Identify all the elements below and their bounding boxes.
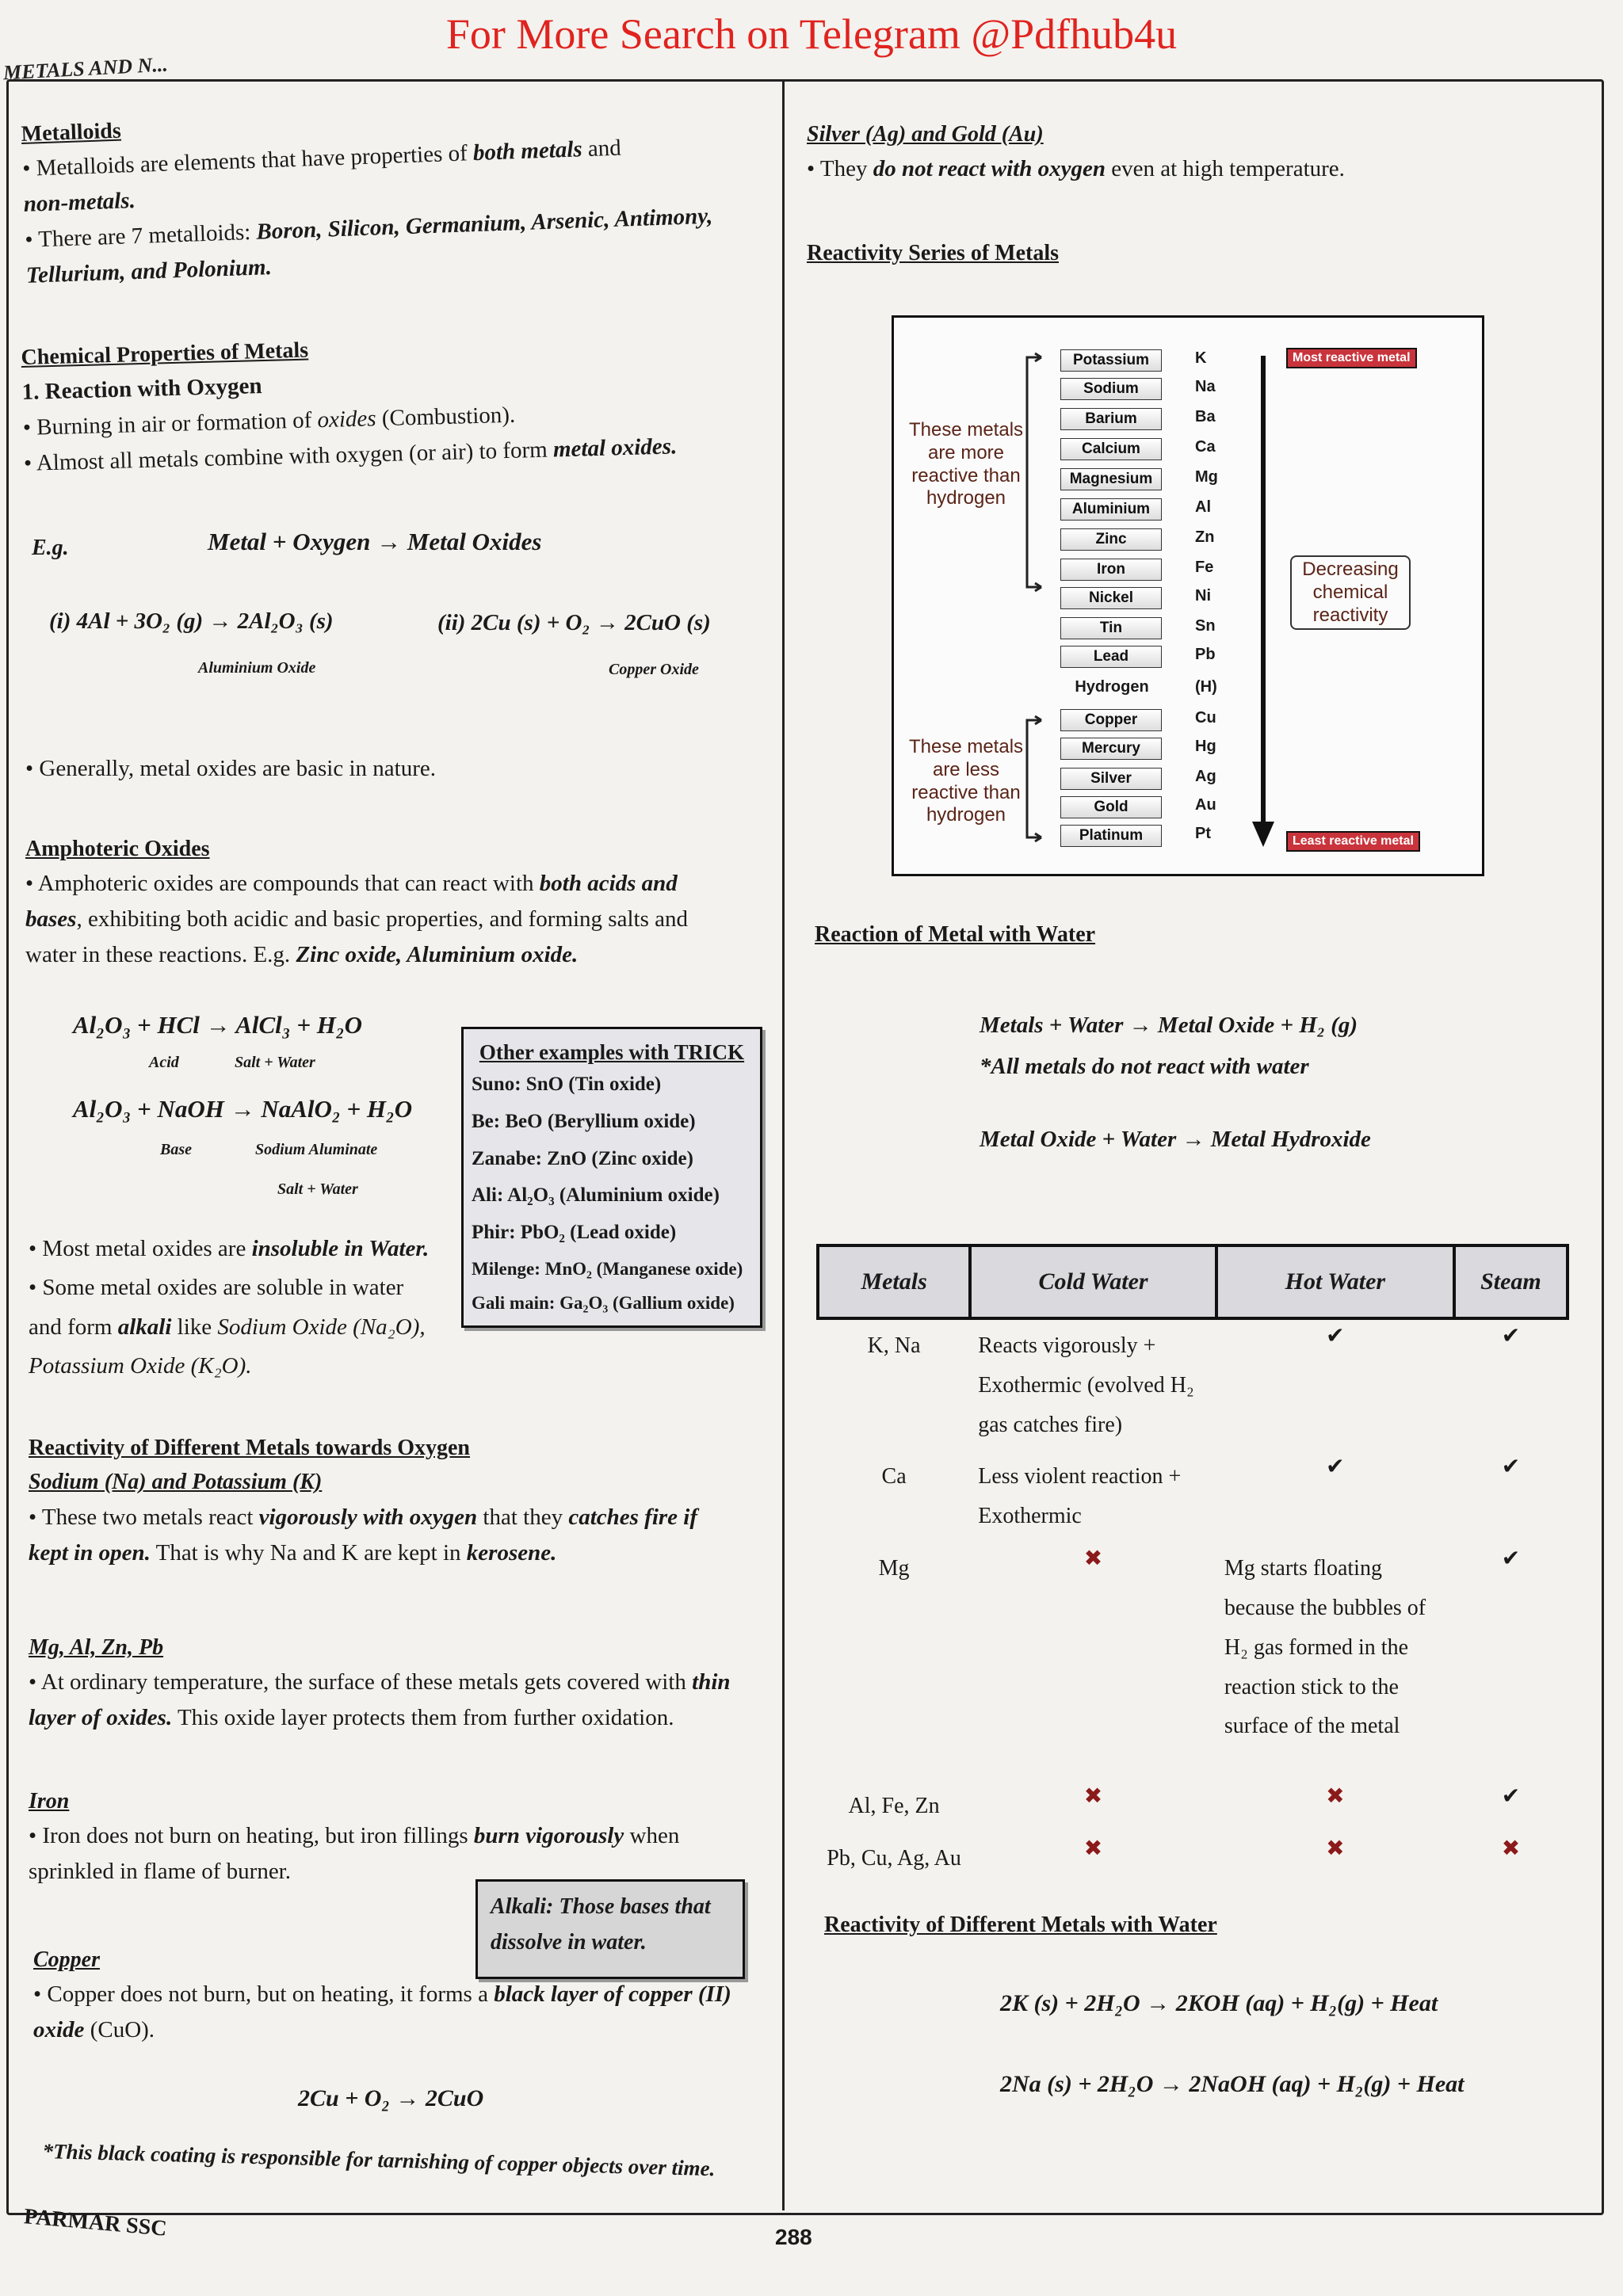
table-cell-metal: Ca xyxy=(881,1464,907,1489)
table-cell-hot: ✖ xyxy=(1326,1783,1345,1810)
table-cell-cold: ✖ xyxy=(1083,1783,1103,1810)
chemical-properties-section xyxy=(21,321,769,482)
reactivity-series-diagram xyxy=(892,315,1484,876)
more-reactive-note: These metals are more reactive than hydrogen xyxy=(908,419,1024,509)
table-cell-hot: ✔ xyxy=(1326,1322,1345,1348)
trick-row: Gali main: Ga₂O₃ (Gallium oxide) xyxy=(472,1292,735,1313)
table-cell-hot: Mg starts floating because the bubbles of H₂ gas formed in the reaction stick to the surface of the metal xyxy=(1224,1556,1426,1739)
rs-metal-box: Aluminium xyxy=(1060,498,1162,521)
na-k-heading: Sodium (Na) and Potassium (K) xyxy=(29,1470,323,1495)
rs-metal-symbol: Zn xyxy=(1195,528,1215,546)
rs-metal-symbol: K xyxy=(1195,349,1207,367)
rs-metal-box: Zinc xyxy=(1060,528,1162,551)
emphasis: Sodium Oxide (Na₂O), xyxy=(217,1314,426,1340)
table-cell-cold: Less violent reaction + Exothermic xyxy=(978,1464,1182,1529)
trick-box xyxy=(461,1027,762,1328)
text: , exhibiting both acidic and basic properties, and forming salts and xyxy=(76,906,688,933)
emphasis: both metals xyxy=(472,136,583,166)
metal-water-heading: Reaction of Metal with Water xyxy=(815,922,1096,947)
text: • These two metals react xyxy=(29,1504,259,1530)
rs-metal-symbol: Hg xyxy=(1195,738,1216,755)
copper-line2 xyxy=(33,2012,778,2048)
metalloids-line2: non-metals. xyxy=(23,188,136,218)
rs-metal-symbol: Sn xyxy=(1195,617,1216,635)
emphasis: vigorously with oxygen xyxy=(258,1504,478,1530)
rs-metal-symbol: Pb xyxy=(1195,646,1216,663)
aluminium-oxide-label: Aluminium Oxide xyxy=(198,659,316,677)
col-hot-water: Hot Water xyxy=(1216,1245,1454,1318)
aluminium-oxide-equation: (i) 4Al + 3O₂ (g) → 2Al₂O₃ (s) xyxy=(49,608,334,634)
rs-metal-box: Sodium xyxy=(1060,378,1162,400)
rs-metal-symbol: Ca xyxy=(1195,438,1216,456)
rs-metal-box: Copper xyxy=(1060,709,1162,731)
col-metals: Metals xyxy=(818,1245,970,1318)
sodium-water-equation: 2Na (s) + 2H₂O → 2NaOH (aq) + H₂(g) + Heat xyxy=(1000,2071,1465,2097)
salt-water-label-2: Salt + Water xyxy=(277,1180,358,1198)
text: like xyxy=(171,1314,218,1340)
copper-oxide-equation: (ii) 2Cu (s) + O₂ → 2CuO (s) xyxy=(437,610,711,635)
amphoteric-heading: Amphoteric Oxides xyxy=(25,837,210,861)
less-reactive-note: These metals are less reactive than hydrogen xyxy=(908,736,1024,826)
rs-metal-symbol: Ni xyxy=(1195,587,1211,605)
rs-metal-symbol: Pt xyxy=(1195,825,1211,842)
trick-row: Be: BeO (Beryllium oxide) xyxy=(472,1110,696,1132)
decreasing-reactivity-label: Decreasing chemical reactivity xyxy=(1290,555,1411,630)
text: • Most metal oxides are xyxy=(29,1236,252,1261)
tarnish-note: *This black coating is responsible for tarnishing of copper objects over time. xyxy=(42,2139,716,2181)
rs-metal-symbol: Ag xyxy=(1195,768,1216,785)
alkali-definition-box: Alkali: Those bases that dissolve in water. xyxy=(475,1879,745,1979)
emphasis: kerosene. xyxy=(466,1539,557,1566)
emphasis: oxide xyxy=(33,2017,85,2043)
table-cell-steam: ✔ xyxy=(1501,1322,1521,1348)
text: when xyxy=(624,1823,680,1849)
metal-hydroxide-equation: Metal Oxide + Water → Metal Hydroxide xyxy=(980,1127,1371,1152)
emphasis: do not react with oxygen xyxy=(873,156,1106,182)
emphasis: insoluble in Water. xyxy=(251,1236,430,1261)
table-cell-steam: ✔ xyxy=(1501,1545,1521,1572)
emphasis: black layer of copper (II) xyxy=(494,1981,731,2008)
rs-metal-symbol: Au xyxy=(1195,796,1216,814)
text: • There are 7 metalloids: xyxy=(24,219,258,254)
col-cold-water: Cold Water xyxy=(970,1245,1216,1318)
iron-heading: Iron xyxy=(29,1789,70,1814)
table-body xyxy=(818,1318,1568,1885)
rs-metal-box: Silver xyxy=(1060,768,1162,790)
least-reactive-tag: Least reactive metal xyxy=(1286,831,1420,852)
text: • Metalloids are elements that have properties of xyxy=(21,140,474,182)
metal-water-equation: Metals + Water → Metal Oxide + H₂ (g) xyxy=(980,1013,1358,1038)
oxygen-reactivity-section xyxy=(29,1431,773,1571)
eg-label: E.g. xyxy=(32,536,69,560)
emphasis: Zinc oxide, Aluminium oxide. xyxy=(296,942,579,968)
table-header-row xyxy=(818,1245,1568,1318)
trick-title: Other examples with TRICK xyxy=(479,1040,745,1064)
rs-metal-box: Nickel xyxy=(1060,587,1162,609)
table-cell-steam: ✔ xyxy=(1501,1783,1521,1810)
text: (CuO). xyxy=(84,2017,155,2043)
emphasis: kept in open. xyxy=(29,1539,151,1566)
acid-label: Acid xyxy=(149,1054,179,1071)
table-cell-hot: ✔ xyxy=(1326,1453,1345,1480)
iron-line2: sprinkled in flame of burner. xyxy=(29,1859,291,1885)
rs-metal-box: Mercury xyxy=(1060,738,1162,760)
rs-metal-symbol: Fe xyxy=(1195,559,1214,576)
mg-line2 xyxy=(29,1700,773,1736)
water-reactivity-table xyxy=(816,1244,1569,1885)
text: That is why Na and K are kept in xyxy=(150,1539,467,1566)
amph-line3 xyxy=(25,937,770,973)
chem-heading: Chemical Properties of Metals xyxy=(21,338,309,370)
table-row xyxy=(818,1833,1568,1885)
emphasis: layer of oxides. xyxy=(29,1705,173,1731)
rs-metal-box: Platinum xyxy=(1060,825,1162,847)
rs-metal-box: Gold xyxy=(1060,796,1162,818)
rs-hydrogen-label: Hydrogen xyxy=(1075,678,1149,696)
emphasis: alkali xyxy=(117,1314,172,1340)
emphasis: catches fire if xyxy=(568,1504,698,1530)
metalloids-heading: Metalloids xyxy=(21,118,122,147)
text: and form xyxy=(29,1314,118,1340)
text: (Combustion). xyxy=(376,402,516,432)
text: that they xyxy=(477,1504,569,1530)
emphasis: both acids and xyxy=(539,871,678,897)
rs-metal-box: Lead xyxy=(1060,646,1162,668)
table-row xyxy=(818,1318,1568,1451)
table-cell-metal: Pb, Cu, Ag, Au xyxy=(827,1845,961,1871)
text: • At ordinary temperature, the surface of these metals gets covered with xyxy=(29,1669,693,1695)
rs-metal-symbol: Al xyxy=(1195,498,1211,516)
copper-heading: Copper xyxy=(33,1947,100,1972)
metalloids-line4: Tellurium, and Polonium. xyxy=(25,254,273,289)
copper-line1 xyxy=(33,1977,778,2012)
rs-metal-box: Tin xyxy=(1060,617,1162,639)
page-number: 288 xyxy=(775,2225,812,2249)
na-k-line1 xyxy=(29,1500,773,1535)
iron-line1 xyxy=(29,1818,773,1854)
table-row xyxy=(818,1543,1568,1780)
rs-metal-box: Barium xyxy=(1060,408,1162,430)
table-cell-metal: Al, Fe, Zn xyxy=(848,1794,940,1819)
salt-water-label: Salt + Water xyxy=(235,1054,315,1071)
water-reactivity-heading: Reactivity of Different Metals with Water xyxy=(824,1913,1217,1937)
general-oxide-equation: Metal + Oxygen → Metal Oxides xyxy=(208,528,542,555)
table-cell-steam: ✔ xyxy=(1501,1453,1521,1480)
base-label: Base xyxy=(160,1141,192,1158)
most-reactive-tag: Most reactive metal xyxy=(1286,348,1417,368)
na-k-line2 xyxy=(29,1535,773,1571)
chem-subheading: 1. Reaction with Oxygen xyxy=(21,373,262,406)
amphoteric-acid-equation: Al₂O₃ + HCl → AlCl₃ + H₂O xyxy=(73,1011,363,1039)
table-row xyxy=(818,1780,1568,1833)
trick-row: Suno: SnO (Tin oxide) xyxy=(472,1074,662,1095)
running-head: METALS AND N... xyxy=(2,52,169,85)
table-cell-cold: ✖ xyxy=(1083,1545,1103,1572)
trick-row: Ali: Al₂O₃ (Aluminium oxide) xyxy=(472,1184,720,1207)
potassium-water-equation: 2K (s) + 2H₂O → 2KOH (aq) + H₂(g) + Heat xyxy=(1000,1990,1438,2016)
emphasis: Boron, Silicon, Germanium, Arsenic, Antimony, xyxy=(255,203,713,245)
amphoteric-base-equation: Al₂O₃ + NaOH → NaAlO₂ + H₂O xyxy=(73,1095,413,1123)
rs-metal-symbol: Ba xyxy=(1195,408,1216,425)
table-row xyxy=(818,1451,1568,1543)
rs-metal-box: Potassium xyxy=(1060,349,1162,372)
text: water in these reactions. E.g. xyxy=(25,942,296,968)
table-cell-metal: Mg xyxy=(878,1556,910,1581)
soluble-line-2 xyxy=(29,1308,456,1347)
table-cell-cold: ✖ xyxy=(1083,1834,1103,1861)
text: • They xyxy=(807,156,873,182)
column-divider xyxy=(782,79,785,2210)
copper-oxide-equation-2: 2Cu + O₂ → 2CuO xyxy=(298,2085,484,2111)
amph-line1 xyxy=(25,866,770,902)
copper-section xyxy=(33,1943,778,2048)
soluble-line-3: Potassium Oxide (K₂O). xyxy=(29,1352,252,1379)
rs-metal-symbol: Mg xyxy=(1195,468,1218,486)
metalloids-section xyxy=(21,92,763,294)
text: • Copper does not burn, but on heating, it forms a xyxy=(33,1981,495,2008)
silver-gold-line xyxy=(807,151,1583,187)
amphoteric-section xyxy=(25,832,770,973)
reactivity-series-heading: Reactivity Series of Metals xyxy=(807,241,1059,265)
table-cell-cold: Reacts vigorously + Exothermic (evolved H₂ gas catches fire) xyxy=(978,1333,1194,1437)
rs-metal-symbol: Cu xyxy=(1195,709,1216,727)
table-cell-hot: ✖ xyxy=(1326,1834,1345,1861)
insoluble-line xyxy=(29,1230,456,1268)
iron-section xyxy=(29,1784,773,1890)
table-cell-metal: K, Na xyxy=(867,1333,921,1358)
emphasis: bases xyxy=(25,906,77,933)
trick-row: Milenge: MnO₂ (Manganese oxide) xyxy=(472,1258,743,1279)
text: • Almost all metals combine with oxygen (or air) to form xyxy=(23,437,554,477)
text: • Amphoteric oxides are compounds that can react with xyxy=(25,871,540,897)
rs-metal-symbol: Na xyxy=(1195,378,1216,395)
emphasis: oxides xyxy=(317,406,377,433)
text: and xyxy=(582,135,622,162)
rs-metal-box: Iron xyxy=(1060,559,1162,581)
amph-line2 xyxy=(25,902,770,937)
text: even at high temperature. xyxy=(1105,156,1345,182)
text: • Burning in air or formation of xyxy=(22,407,318,441)
basic-nature-note: • Generally, metal oxides are basic in nature. xyxy=(25,756,436,781)
silver-gold-heading: Silver (Ag) and Gold (Au) xyxy=(807,122,1044,147)
telegram-banner: For More Search on Telegram @Pdfhub4u xyxy=(445,10,1178,58)
oxygen-reactivity-heading: Reactivity of Different Metals towards Oxygen xyxy=(29,1436,471,1460)
trick-row: Zanabe: ZnO (Zinc oxide) xyxy=(472,1147,693,1169)
emphasis: burn vigorously xyxy=(473,1823,624,1849)
text: This oxide layer protects them from further oxidation. xyxy=(172,1705,674,1731)
rs-metal-box: Magnesium xyxy=(1060,468,1162,490)
emphasis: thin xyxy=(692,1669,731,1695)
col-steam: Steam xyxy=(1454,1245,1568,1318)
text: • Iron does not burn on heating, but iron fillings xyxy=(29,1823,474,1849)
not-all-metals-note: *All metals do not react with water xyxy=(980,1054,1309,1079)
soluble-line-1: • Some metal oxides are soluble in water xyxy=(29,1275,404,1301)
rs-metal-symbol: (H) xyxy=(1195,678,1217,696)
rs-metal-box: Calcium xyxy=(1060,438,1162,460)
trick-row: Phir: PbO₂ (Lead oxide) xyxy=(472,1222,677,1243)
copper-oxide-label: Copper Oxide xyxy=(609,661,699,678)
table-cell-steam: ✖ xyxy=(1501,1834,1521,1861)
mg-al-zn-pb-section xyxy=(29,1630,773,1736)
mg-line1 xyxy=(29,1665,773,1700)
emphasis: metal oxides. xyxy=(552,433,678,463)
mg-heading: Mg, Al, Zn, Pb xyxy=(29,1635,164,1660)
sodium-aluminate-label: Sodium Aluminate xyxy=(255,1141,378,1158)
solubility-section xyxy=(29,1230,456,1386)
silver-gold-section xyxy=(807,117,1583,187)
publisher-name: PARMAR SSC xyxy=(23,2204,168,2241)
